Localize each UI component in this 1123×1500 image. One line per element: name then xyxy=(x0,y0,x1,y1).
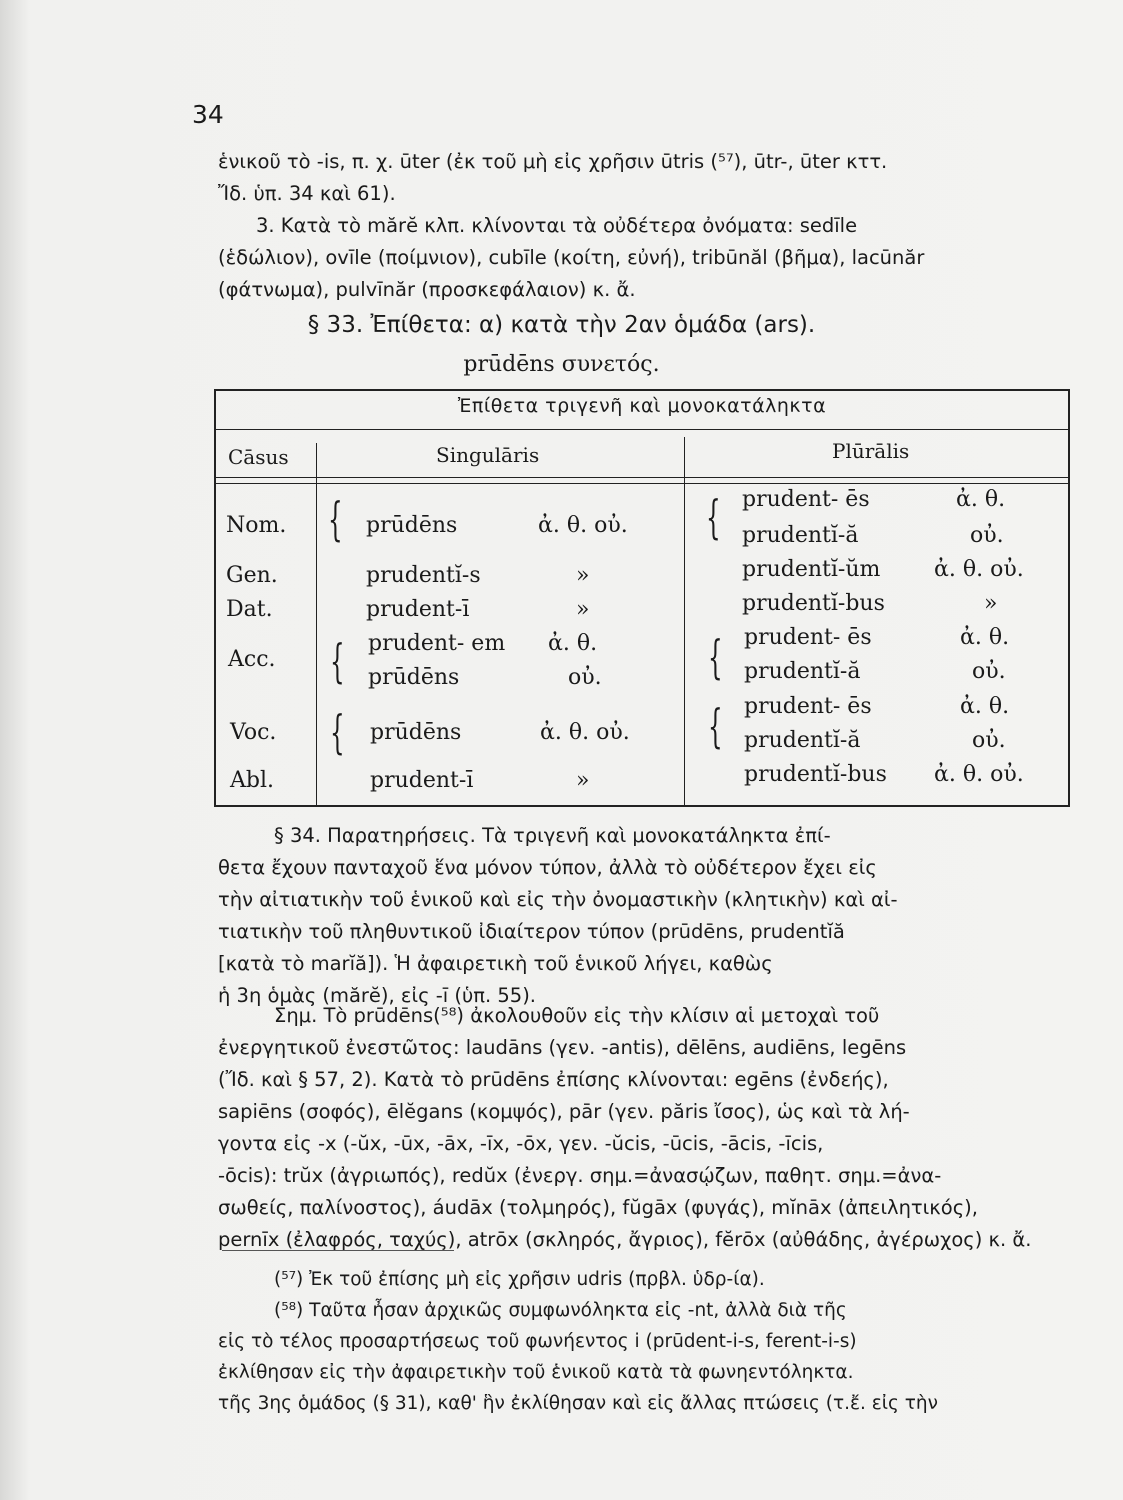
plur-gender: » xyxy=(984,591,998,616)
sing-form: prūdēns xyxy=(370,720,462,745)
sing-gender: οὐ. xyxy=(568,665,602,690)
plur-gender: ἀ. θ. οὐ. xyxy=(934,557,1024,582)
section-33-subheading: prūdēns συνετός. xyxy=(463,352,660,377)
table-caption: Ἐπίθετα τριγενῆ καὶ μονοκατάληκτα xyxy=(457,395,827,417)
sing-form: prudent-ī xyxy=(370,768,474,793)
note-line: sapiēns (σοφός), ēlĕgans (κομψός), pār (γεν. păris ἴσος), ὡς καὶ τὰ λή- xyxy=(218,1100,910,1123)
sing-gender: » xyxy=(576,597,590,622)
sing-gender: ἀ. θ. οὐ. xyxy=(538,513,628,538)
plur-form: prudentĭ-bus xyxy=(744,762,887,787)
note-paragraph xyxy=(218,1000,1078,1256)
section-34-line: [κατὰ τὸ marĭă]). Ἡ ἀφαιρετικὴ τοῦ ἑνικοῦ λήγει, καθὼς xyxy=(218,952,773,975)
footnote-line: (⁵⁷) Ἐκ τοῦ ἐπίσης μὴ εἰς χρῆσιν udris (πρβλ. ὑδρ-ία). xyxy=(274,1269,765,1290)
plur-form: prudent- ēs xyxy=(744,625,872,650)
footnote-line: ἐκλίθησαν εἰς τὴν ἀφαιρετικὴν τοῦ ἑνικοῦ κατὰ τὰ φωνηεντόληκτα. xyxy=(218,1362,854,1383)
plur-gender: ἀ. θ. xyxy=(956,487,1006,512)
section-34-line: τιατικὴν τοῦ πληθυντικοῦ ἰδιαίτερον τύπον (prūdēns, prudentĭă xyxy=(218,920,845,943)
sing-gender: ἀ. θ. xyxy=(548,631,598,656)
footnote-line: (⁵⁸) Ταῦτα ἦσαν ἀρχικῶς συμφωνόληκτα εἰς -nt, ἀλλὰ διὰ τῆς xyxy=(274,1300,847,1321)
plur-form: prudentĭ-bus xyxy=(742,591,885,616)
case-label: Acc. xyxy=(228,647,276,672)
header-singularis: Singulāris xyxy=(436,443,540,467)
plur-gender: ἀ. θ. οὐ. xyxy=(934,762,1024,787)
plur-form: prudentĭ-ŭm xyxy=(742,557,881,582)
plur-gender: οὐ. xyxy=(972,728,1006,753)
note-line: -ōcis): trŭx (ἀγριωπός), redŭx (ἐνεργ. σημ.=ἀνασῴζων, παθητ. σημ.=ἀνα- xyxy=(218,1164,942,1187)
sing-gender: » xyxy=(576,768,590,793)
intro-line: ἑνικοῦ τὸ -is, π. χ. ūter (ἐκ τοῦ μὴ εἰς χρῆσιν ūtris (⁵⁷), ūtr-, ūter κττ. xyxy=(218,150,888,173)
brace-icon: { xyxy=(330,634,345,688)
footnote-line: τῆς 3ης ὁμάδος (§ 31), καθ' ἣν ἐκλίθησαν καὶ εἰς ἄλλας πτώσεις (τ.ἔ. εἰς τὴν xyxy=(218,1393,938,1414)
section-34-paragraph xyxy=(218,820,1078,1012)
brace-icon: { xyxy=(706,490,721,544)
sing-form: prūdēns xyxy=(366,513,458,538)
plur-form: prudent- ēs xyxy=(744,694,872,719)
declension-table xyxy=(214,389,1070,807)
plur-gender: ἀ. θ. xyxy=(960,694,1010,719)
plur-form: prudent- ēs xyxy=(742,487,870,512)
sing-form: prūdēns xyxy=(368,665,460,690)
footnotes xyxy=(218,1264,1088,1419)
note-line: Σημ. Τὸ prūdēns(⁵⁸) ἀκολουθοῦν εἰς τὴν κλίσιν αἱ μετοχαὶ τοῦ xyxy=(274,1004,880,1027)
note-line: (Ἴδ. καὶ § 57, 2). Κατὰ τὸ prūdēns ἐπίσης κλίνονται: egēns (ἐνδεής), xyxy=(218,1068,889,1091)
sing-form: prudent- em xyxy=(368,631,506,656)
intro-line: (ἑδώλιον), ovīle (ποίμνιον), cubīle (κοίτη, εὐνή), tribūnăl (βῆμα), lacūnăr xyxy=(218,246,925,269)
case-label: Voc. xyxy=(230,720,277,745)
section-33-heading: § 33. Ἐπίθετα: α) κατὰ τὴν 2αν ὁμάδα (ars). xyxy=(307,312,816,338)
plur-gender: οὐ. xyxy=(970,523,1004,548)
case-label: Gen. xyxy=(226,563,278,588)
plur-form: prudentĭ-ă xyxy=(744,659,861,684)
brace-icon: { xyxy=(708,699,723,753)
plur-gender: ἀ. θ. xyxy=(960,625,1010,650)
section-34-line: ἡ 3η ὁμὰς (mărĕ), εἰς -ī (ὑπ. 55). xyxy=(218,984,537,1007)
intro-line: Ἴδ. ὑπ. 34 καὶ 61). xyxy=(218,182,396,205)
brace-icon: { xyxy=(330,705,345,759)
footnote-line: εἰς τὸ τέλος προσαρτήσεως τοῦ φωνήεντος i (prūdent-i-s, ferent-i-s) xyxy=(218,1331,857,1352)
footnote-divider xyxy=(222,1250,454,1251)
note-line: σωθείς, παλίνοστος), áudāx (τολμηρός), fŭgāx (φυγάς), mĭnāx (ἀπειλητικός), xyxy=(218,1196,978,1219)
case-label: Abl. xyxy=(230,768,274,793)
plur-gender: οὐ. xyxy=(972,659,1006,684)
plur-form: prudentĭ-ă xyxy=(744,728,861,753)
sing-gender: ἀ. θ. οὐ. xyxy=(540,720,630,745)
sing-gender: » xyxy=(576,563,590,588)
sing-form: prudent-ī xyxy=(366,597,470,622)
brace-icon: { xyxy=(708,630,723,684)
page-number: 34 xyxy=(192,100,224,129)
brace-icon: { xyxy=(328,492,343,546)
intro-line: 3. Κατὰ τὸ mărĕ κλπ. κλίνονται τὰ οὐδέτερα ὀνόματα: sedīle xyxy=(256,214,858,237)
intro-paragraph xyxy=(218,146,1078,306)
section-34-line: θετα ἔχουν πανταχοῦ ἕνα μόνον τύπον, ἀλλὰ τὸ οὐδέτερον ἔχει εἰς xyxy=(218,856,877,879)
note-line: γοντα εἰς -x (-ŭx, -ūx, -āx, -īx, -ōx, γεν. -ŭcis, -ūcis, -ācis, -īcis, xyxy=(218,1132,824,1155)
case-label: Nom. xyxy=(226,513,287,538)
intro-line: (φάτνωμα), pulvīnăr (προσκεφάλαιον) κ. ἄ. xyxy=(218,278,636,301)
header-pluralis: Plūrālis xyxy=(832,439,910,463)
section-34-line: § 34. Παρατηρήσεις. Τὰ τριγενῆ καὶ μονοκατάληκτα ἐπί- xyxy=(274,824,831,847)
plur-form: prudentĭ-ă xyxy=(742,523,859,548)
header-casus: Cāsus xyxy=(228,445,289,469)
note-line: pernīx (ἐλαφρός, ταχύς), atrōx (σκληρός, ἄγριος), fĕrōx (αὐθάδης, ἀγέρωχος) κ. ἄ. xyxy=(218,1228,1032,1251)
case-label: Dat. xyxy=(226,597,273,622)
note-line: ἐνεργητικοῦ ἐνεστῶτος: laudāns (γεν. -antis), dēlēns, audiēns, legēns xyxy=(218,1036,907,1059)
section-34-line: τὴν αἰτιατικὴν τοῦ ἑνικοῦ καὶ εἰς τὴν ὀνομαστικὴν (κλητικὴν) καὶ αἰ- xyxy=(218,888,898,911)
sing-form: prudentĭ-s xyxy=(366,563,481,588)
